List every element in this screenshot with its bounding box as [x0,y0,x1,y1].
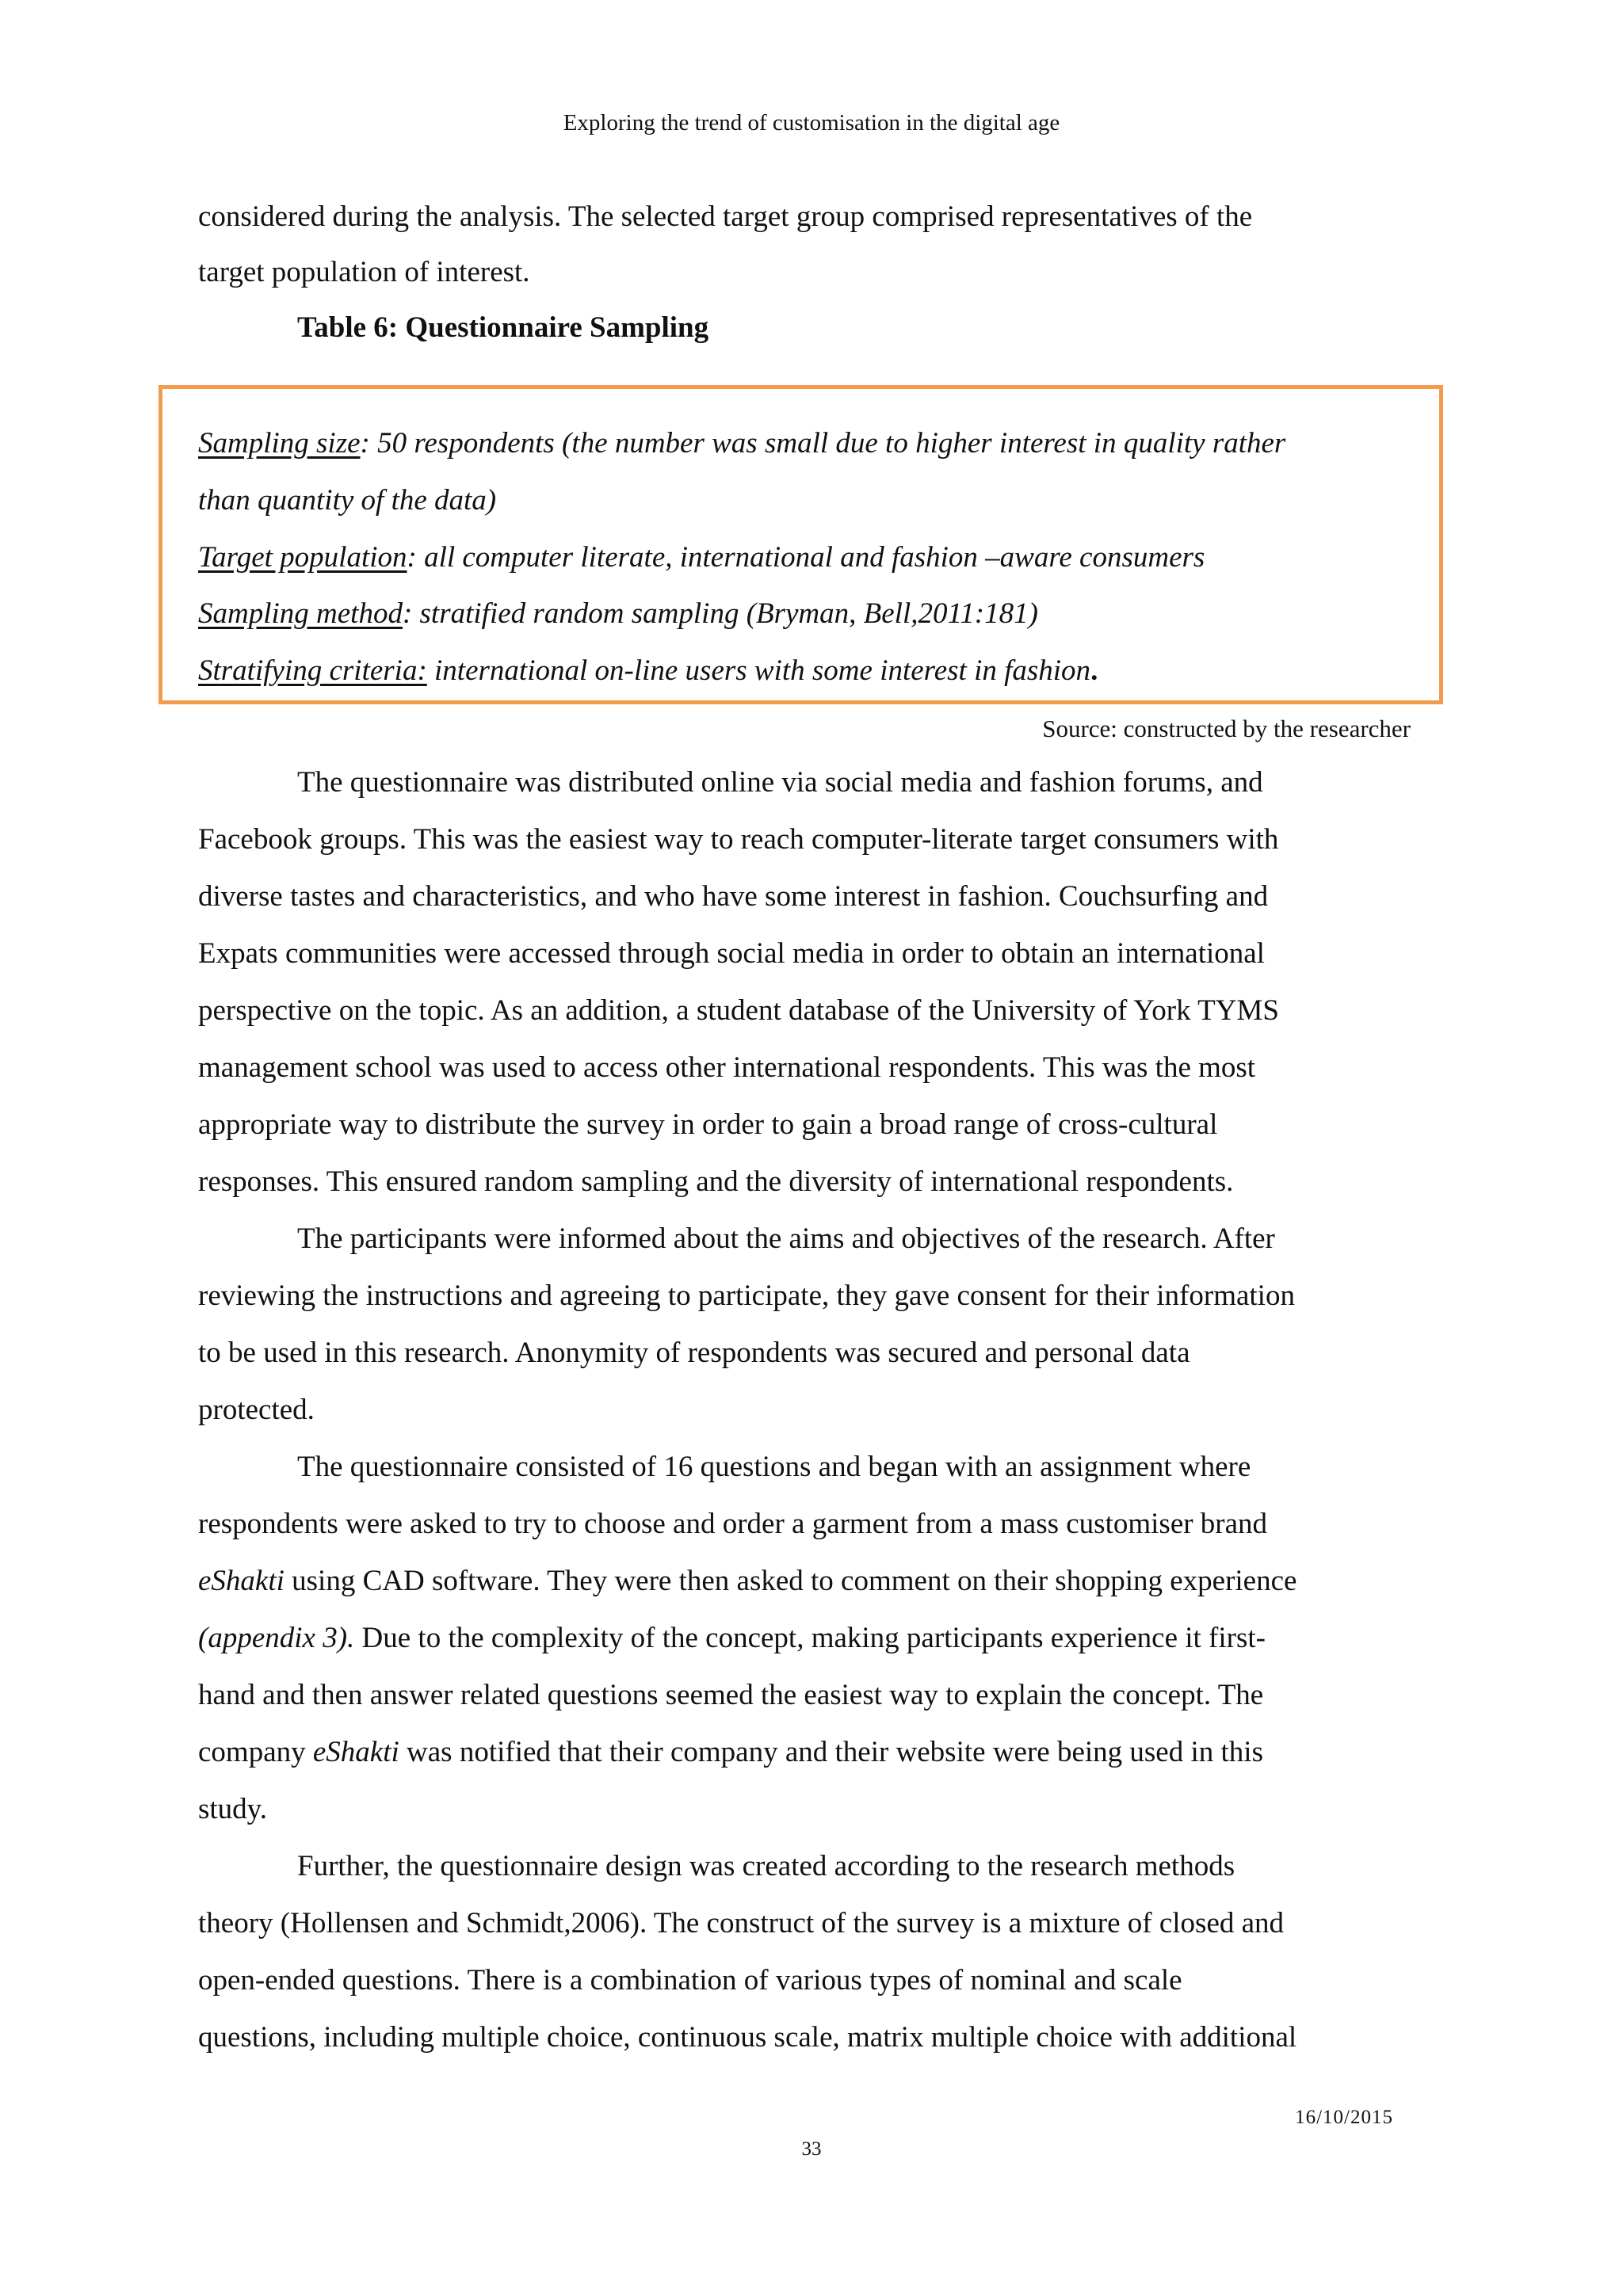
text-line: theory (Hollensen and Schmidt,2006). The construct of the survey is a mixture of closed and [198,1907,1285,1939]
text-line: The participants were informed about the aims and objectives of the research. After [297,1222,1275,1255]
row-text: : 50 respondents (the number was small due to higher interest in quality rather [360,427,1286,460]
row-label: Stratifying criteria: [198,654,427,687]
stratifying-criteria-row [198,654,1098,688]
text-line [198,1564,1296,1599]
row-text: : stratified random sampling (Bryman, Bell,2011:181) [402,597,1038,630]
text-line: target population of interest. [198,256,530,288]
row-end-period: . [1090,654,1098,687]
table-source-note: Source: constructed by the researcher [1042,715,1411,742]
text-line: The questionnaire was distributed online via social media and fashion forums, and [297,766,1263,799]
row-label: Sampling method [198,597,403,630]
text-line: protected. [198,1394,315,1426]
row-text: international on-line users with some interest in fashion [426,654,1091,687]
text-line: responses. This ensured random sampling and the diversity of international respondents. [198,1165,1234,1198]
sampling-size-row-continued [198,483,496,518]
sampling-method-row [198,597,1038,631]
text-line: reviewing the instructions and agreeing to participate, they gave consent for their information [198,1280,1295,1312]
text-line [198,1735,1263,1770]
text-line: considered during the analysis. The selected target group comprised representatives of the [198,200,1253,233]
row-label: Sampling size [198,427,361,460]
text-line: Expats communities were accessed through social media in order to obtain an international [198,937,1265,970]
text-line: hand and then answer related questions seemed the easiest way to explain the concept. The [198,1679,1264,1711]
italic-term: eShakti [198,1565,285,1597]
line-rest: was notified that their company and their website were being used in this [399,1736,1263,1768]
text-line: Facebook groups. This was the easiest way to reach computer-literate target consumers with [198,823,1279,856]
line-rest: using CAD software. They were then asked to comment on their shopping experience [284,1565,1297,1597]
line-rest: Due to the complexity of the concept, making participants experience it first- [354,1622,1266,1654]
sampling-size-row [198,426,1285,461]
text-line: appropriate way to distribute the survey in order to gain a broad range of cross-cultural [198,1108,1218,1141]
table-title: Table 6: Questionnaire Sampling [297,311,709,344]
text-line: Further, the questionnaire design was created according to the research methods [297,1850,1235,1882]
text-line: diverse tastes and characteristics, and who have some interest in fashion. Couchsurfing and [198,880,1269,913]
row-text: than quantity of the data) [198,484,497,517]
text-line: respondents were asked to try to choose and order a garment from a mass customiser brand [198,1508,1268,1540]
text-line: The questionnaire consisted of 16 questions and began with an assignment where [297,1451,1251,1483]
page-number: 33 [801,2138,822,2160]
text-line: study. [198,1793,268,1825]
text-line: perspective on the topic. As an addition, a student database of the University of York TYMS [198,994,1279,1027]
running-header: Exploring the trend of customisation in the digital age [563,110,1060,135]
row-text: : all computer literate, international and fashion –aware consumers [407,541,1205,574]
line-start: company [198,1736,313,1768]
italic-term: eShakti [312,1736,399,1768]
italic-term: (appendix 3). [198,1622,355,1654]
text-line [198,1621,1266,1656]
text-line: open-ended questions. There is a combination of various types of nominal and scale [198,1964,1182,1997]
footer-date: 16/10/2015 [1295,2107,1393,2128]
text-line: to be used in this research. Anonymity of respondents was secured and personal data [198,1337,1190,1369]
target-population-row [198,540,1205,575]
row-label: Target population [198,541,407,574]
text-line: management school was used to access other international respondents. This was the most [198,1051,1256,1084]
text-line: questions, including multiple choice, continuous scale, matrix multiple choice with additional [198,2021,1297,2054]
